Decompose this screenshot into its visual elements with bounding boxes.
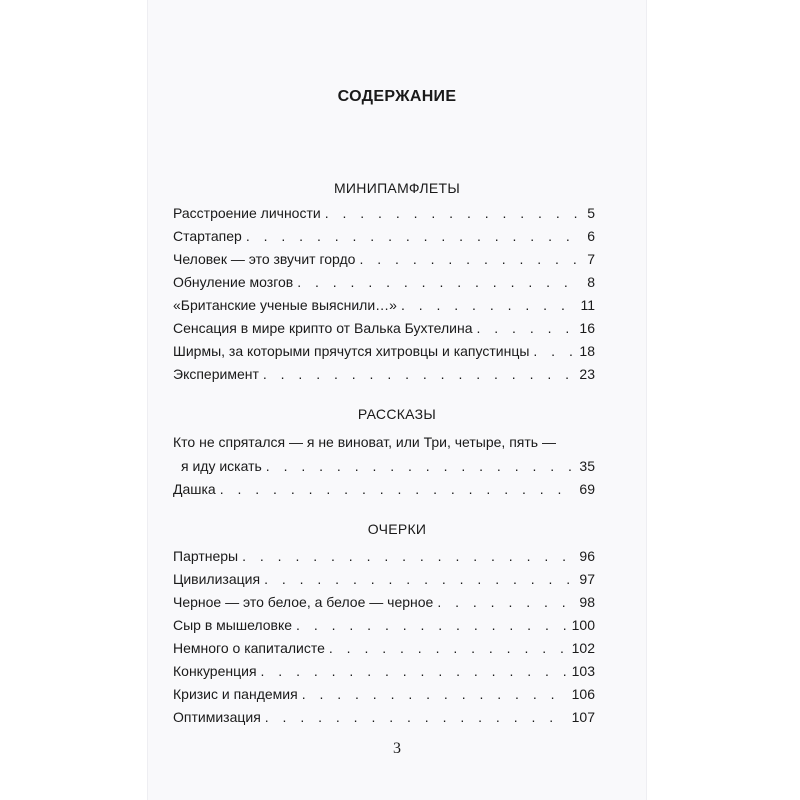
section-heading-rasskazy xyxy=(148,406,646,422)
section-heading-text: РАССКАЗЫ xyxy=(357,406,437,422)
leader-dots xyxy=(437,592,575,612)
leader-dots xyxy=(263,364,576,384)
toc-entry[interactable] xyxy=(173,638,595,658)
toc-entry-label: Ширмы, за которыми прячутся хитровцы и капустинцы xyxy=(173,343,530,359)
toc-entry-page: 18 xyxy=(579,343,595,359)
toc-entry[interactable] xyxy=(181,456,595,476)
toc-entry[interactable] xyxy=(173,546,595,566)
toc-entry-page: 103 xyxy=(571,663,595,679)
toc-entry[interactable] xyxy=(173,272,595,292)
toc-entry[interactable] xyxy=(173,318,595,338)
toc-entry-label: Сыр в мышеловке xyxy=(173,617,293,633)
leader-dots xyxy=(296,615,568,635)
toc-entry-label: «Британские ученые выяснили…» xyxy=(173,297,397,313)
toc-entry[interactable] xyxy=(173,295,595,315)
toc-entry[interactable] xyxy=(173,479,595,499)
toc-title xyxy=(148,88,646,106)
toc-entry-page: 11 xyxy=(580,297,595,313)
toc-title-text: СОДЕРЖАНИЕ xyxy=(337,88,457,105)
toc-entry-label: Черное — это белое, а белое — черное xyxy=(173,594,434,610)
toc-entry[interactable] xyxy=(173,341,595,361)
toc-entry-page: 6 xyxy=(587,228,595,244)
toc-entry-continuation: я иду искать xyxy=(181,458,262,474)
toc-entry-label: Человек — это звучит гордо xyxy=(173,251,356,267)
leader-dots xyxy=(329,638,568,658)
toc-entry-label: Расстроение личности xyxy=(173,205,321,221)
page-number-text: 3 xyxy=(393,740,401,757)
toc-entry[interactable] xyxy=(173,569,595,589)
toc-entry-page: 7 xyxy=(587,251,595,267)
leader-dots xyxy=(533,341,575,361)
toc-entry[interactable] xyxy=(173,707,595,727)
toc-entry-first-line[interactable] xyxy=(173,432,595,452)
toc-entry-page: 107 xyxy=(571,709,595,725)
toc-entry-page: 69 xyxy=(579,481,595,497)
toc-entry-page: 35 xyxy=(579,458,595,474)
toc-entry[interactable] xyxy=(173,592,595,612)
toc-entry-page: 23 xyxy=(579,366,595,382)
leader-dots xyxy=(220,479,576,499)
leader-dots xyxy=(265,707,568,727)
section-heading-minipamflety xyxy=(148,180,646,196)
leader-dots xyxy=(325,203,584,223)
toc-entry-label: Цивилизация xyxy=(173,571,261,587)
toc-entry[interactable] xyxy=(173,226,595,246)
toc-entry-page: 106 xyxy=(571,686,595,702)
toc-entry-page: 102 xyxy=(571,640,595,656)
toc-entry[interactable] xyxy=(173,364,595,384)
toc-entry-page: 98 xyxy=(579,594,595,610)
leader-dots xyxy=(401,295,577,315)
toc-entry-page: 8 xyxy=(587,274,595,290)
toc-entry-label: Обнуление мозгов xyxy=(173,274,294,290)
leader-dots xyxy=(242,546,575,566)
toc-entry-label: Сенсация в мире крипто от Валька Бухтелина xyxy=(173,320,473,336)
leader-dots xyxy=(246,226,583,246)
section-heading-text: МИНИПАМФЛЕТЫ xyxy=(333,180,461,196)
toc-entry-label: Немного о капиталисте xyxy=(173,640,325,656)
leader-dots xyxy=(264,569,575,589)
toc-entry-label: Партнеры xyxy=(173,548,239,564)
toc-entry-page: 16 xyxy=(579,320,595,336)
leader-dots xyxy=(297,272,583,292)
toc-entry[interactable] xyxy=(173,615,595,635)
toc-entry[interactable] xyxy=(173,661,595,681)
toc-entry[interactable] xyxy=(173,203,595,223)
section-heading-text: ОЧЕРКИ xyxy=(367,521,427,537)
toc-entry-label: Стартапер xyxy=(173,228,242,244)
leader-dots xyxy=(476,318,575,338)
toc-entry-page: 100 xyxy=(571,617,595,633)
leader-dots xyxy=(359,249,583,269)
section-heading-ocherki xyxy=(148,521,646,537)
toc-entry-page: 96 xyxy=(579,548,595,564)
toc-entry-label: Дашка xyxy=(173,481,216,497)
toc-entry-label: Кризис и пандемия xyxy=(173,686,298,702)
toc-entry[interactable] xyxy=(173,684,595,704)
leader-dots xyxy=(302,684,568,704)
toc-entry-label: Конкуренция xyxy=(173,663,257,679)
leader-dots xyxy=(261,661,568,681)
page-number xyxy=(148,740,646,758)
toc-entry-page: 5 xyxy=(587,205,595,221)
toc-entry-label: Эксперимент xyxy=(173,366,259,382)
toc-entry-label: Оптимизация xyxy=(173,709,261,725)
toc-entry[interactable] xyxy=(173,249,595,269)
leader-dots xyxy=(266,456,576,476)
toc-entry-page: 97 xyxy=(579,571,595,587)
toc-entry-label: Кто не спрятался — я не виноват, или Три, четыре, пять — xyxy=(173,434,556,450)
